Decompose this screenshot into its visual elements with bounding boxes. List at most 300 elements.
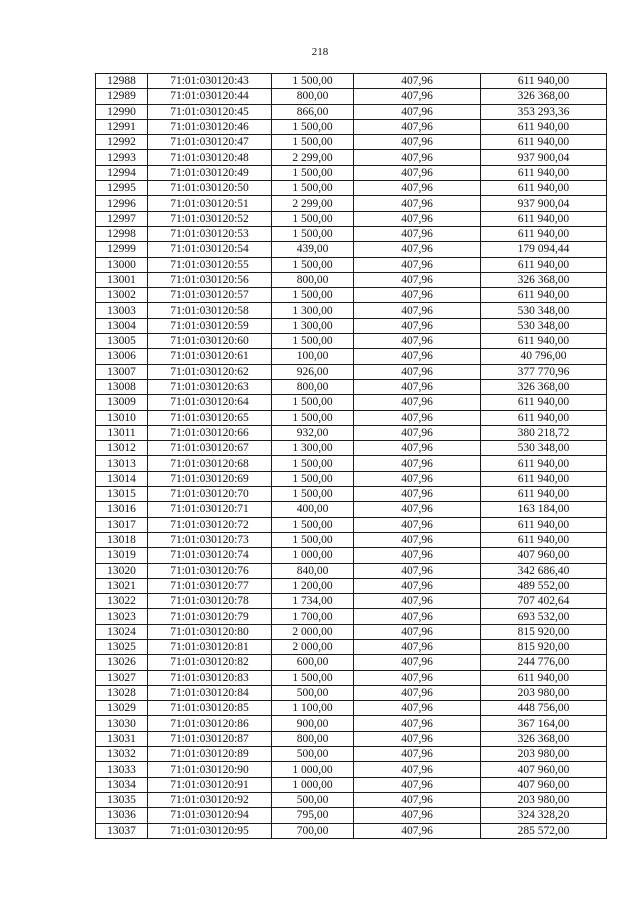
row-number-cell: 12993 [96, 150, 148, 165]
area-cell: 1 300,00 [272, 441, 354, 456]
row-number-cell: 13001 [96, 272, 148, 287]
area-cell: 1 000,00 [272, 762, 354, 777]
area-cell: 500,00 [272, 747, 354, 762]
table-row [96, 135, 607, 150]
unit-price-cell: 407,96 [354, 685, 481, 700]
total-value-cell: 367 164,00 [481, 716, 607, 731]
row-number-cell: 13017 [96, 517, 148, 532]
unit-price-cell: 407,96 [354, 196, 481, 211]
unit-price-cell: 407,96 [354, 716, 481, 731]
unit-price-cell: 407,96 [354, 364, 481, 379]
cadastral-number-cell: 71:01:030120:67 [148, 441, 272, 456]
area-cell: 866,00 [272, 104, 354, 119]
table-row [96, 425, 607, 440]
area-cell: 2 000,00 [272, 624, 354, 639]
cadastral-number-cell: 71:01:030120:60 [148, 334, 272, 349]
area-cell: 840,00 [272, 563, 354, 578]
total-value-cell: 326 368,00 [481, 731, 607, 746]
unit-price-cell: 407,96 [354, 379, 481, 394]
table-row [96, 792, 607, 807]
area-cell: 1 500,00 [272, 211, 354, 226]
cadastral-number-cell: 71:01:030120:52 [148, 211, 272, 226]
unit-price-cell: 407,96 [354, 257, 481, 272]
table-row [96, 196, 607, 211]
unit-price-cell: 407,96 [354, 211, 481, 226]
cadastral-number-cell: 71:01:030120:55 [148, 257, 272, 272]
table-row [96, 257, 607, 272]
total-value-cell: 530 348,00 [481, 303, 607, 318]
table-row [96, 272, 607, 287]
cadastral-number-cell: 71:01:030120:92 [148, 792, 272, 807]
area-cell: 800,00 [272, 272, 354, 287]
unit-price-cell: 407,96 [354, 563, 481, 578]
cadastral-number-cell: 71:01:030120:65 [148, 410, 272, 425]
row-number-cell: 13018 [96, 532, 148, 547]
row-number-cell: 13027 [96, 670, 148, 685]
unit-price-cell: 407,96 [354, 624, 481, 639]
area-cell: 1 500,00 [272, 288, 354, 303]
row-number-cell: 13013 [96, 456, 148, 471]
area-cell: 1 500,00 [272, 257, 354, 272]
area-cell: 1 200,00 [272, 578, 354, 593]
table-row [96, 334, 607, 349]
unit-price-cell: 407,96 [354, 410, 481, 425]
total-value-cell: 203 980,00 [481, 685, 607, 700]
area-cell: 1 500,00 [272, 334, 354, 349]
unit-price-cell: 407,96 [354, 639, 481, 654]
row-number-cell: 13015 [96, 487, 148, 502]
cadastral-number-cell: 71:01:030120:89 [148, 747, 272, 762]
unit-price-cell: 407,96 [354, 303, 481, 318]
unit-price-cell: 407,96 [354, 655, 481, 670]
cadastral-number-cell: 71:01:030120:76 [148, 563, 272, 578]
unit-price-cell: 407,96 [354, 334, 481, 349]
table-row [96, 716, 607, 731]
row-number-cell: 13011 [96, 425, 148, 440]
unit-price-cell: 407,96 [354, 471, 481, 486]
table-row [96, 226, 607, 241]
row-number-cell: 13033 [96, 762, 148, 777]
row-number-cell: 13006 [96, 349, 148, 364]
table-row [96, 471, 607, 486]
cadastral-number-cell: 71:01:030120:79 [148, 609, 272, 624]
table-row [96, 670, 607, 685]
row-number-cell: 12992 [96, 135, 148, 150]
unit-price-cell: 407,96 [354, 548, 481, 563]
total-value-cell: 326 368,00 [481, 89, 607, 104]
total-value-cell: 203 980,00 [481, 747, 607, 762]
cadastral-number-cell: 71:01:030120:66 [148, 425, 272, 440]
area-cell: 800,00 [272, 379, 354, 394]
unit-price-cell: 407,96 [354, 670, 481, 685]
area-cell: 1 000,00 [272, 548, 354, 563]
table-row [96, 624, 607, 639]
total-value-cell: 707 402,64 [481, 594, 607, 609]
table-body [96, 74, 607, 839]
area-cell: 2 299,00 [272, 196, 354, 211]
table-row [96, 578, 607, 593]
table-row [96, 74, 607, 89]
total-value-cell: 815 920,00 [481, 624, 607, 639]
total-value-cell: 611 940,00 [481, 226, 607, 241]
total-value-cell: 530 348,00 [481, 441, 607, 456]
area-cell: 2 299,00 [272, 150, 354, 165]
table-row [96, 609, 607, 624]
total-value-cell: 342 686,40 [481, 563, 607, 578]
total-value-cell: 611 940,00 [481, 211, 607, 226]
table-row [96, 823, 607, 838]
total-value-cell: 611 940,00 [481, 135, 607, 150]
table-row [96, 502, 607, 517]
area-cell: 800,00 [272, 89, 354, 104]
unit-price-cell: 407,96 [354, 808, 481, 823]
unit-price-cell: 407,96 [354, 609, 481, 624]
total-value-cell: 611 940,00 [481, 532, 607, 547]
table-row [96, 563, 607, 578]
row-number-cell: 13037 [96, 823, 148, 838]
unit-price-cell: 407,96 [354, 425, 481, 440]
row-number-cell: 13007 [96, 364, 148, 379]
unit-price-cell: 407,96 [354, 104, 481, 119]
total-value-cell: 611 940,00 [481, 410, 607, 425]
table-row [96, 548, 607, 563]
table-row [96, 655, 607, 670]
unit-price-cell: 407,96 [354, 777, 481, 792]
total-value-cell: 353 293,36 [481, 104, 607, 119]
table-row [96, 211, 607, 226]
area-cell: 700,00 [272, 823, 354, 838]
unit-price-cell: 407,96 [354, 747, 481, 762]
unit-price-cell: 407,96 [354, 318, 481, 333]
total-value-cell: 611 940,00 [481, 395, 607, 410]
table-row [96, 150, 607, 165]
table-row [96, 303, 607, 318]
total-value-cell: 407 960,00 [481, 777, 607, 792]
table-row [96, 456, 607, 471]
table-row [96, 487, 607, 502]
unit-price-cell: 407,96 [354, 731, 481, 746]
cadastral-number-cell: 71:01:030120:45 [148, 104, 272, 119]
cadastral-number-cell: 71:01:030120:54 [148, 242, 272, 257]
unit-price-cell: 407,96 [354, 762, 481, 777]
area-cell: 1 500,00 [272, 487, 354, 502]
table-row [96, 777, 607, 792]
total-value-cell: 815 920,00 [481, 639, 607, 654]
cadastral-number-cell: 71:01:030120:68 [148, 456, 272, 471]
cadastral-number-cell: 71:01:030120:69 [148, 471, 272, 486]
total-value-cell: 489 552,00 [481, 578, 607, 593]
unit-price-cell: 407,96 [354, 89, 481, 104]
unit-price-cell: 407,96 [354, 272, 481, 287]
area-cell: 1 500,00 [272, 532, 354, 547]
unit-price-cell: 407,96 [354, 395, 481, 410]
cadastral-number-cell: 71:01:030120:95 [148, 823, 272, 838]
cadastral-number-cell: 71:01:030120:58 [148, 303, 272, 318]
row-number-cell: 12995 [96, 181, 148, 196]
total-value-cell: 324 328,20 [481, 808, 607, 823]
unit-price-cell: 407,96 [354, 502, 481, 517]
cadastral-number-cell: 71:01:030120:57 [148, 288, 272, 303]
row-number-cell: 13004 [96, 318, 148, 333]
total-value-cell: 611 940,00 [481, 334, 607, 349]
total-value-cell: 244 776,00 [481, 655, 607, 670]
total-value-cell: 693 532,00 [481, 609, 607, 624]
area-cell: 1 500,00 [272, 119, 354, 134]
row-number-cell: 13022 [96, 594, 148, 609]
row-number-cell: 13002 [96, 288, 148, 303]
page-number: 218 [311, 46, 329, 58]
total-value-cell: 937 900,04 [481, 196, 607, 211]
row-number-cell: 13028 [96, 685, 148, 700]
table-row [96, 410, 607, 425]
total-value-cell: 377 770,96 [481, 364, 607, 379]
table-row [96, 639, 607, 654]
area-cell: 1 500,00 [272, 670, 354, 685]
cadastral-number-cell: 71:01:030120:62 [148, 364, 272, 379]
total-value-cell: 380 218,72 [481, 425, 607, 440]
area-cell: 1 500,00 [272, 181, 354, 196]
table-row [96, 318, 607, 333]
table-row [96, 517, 607, 532]
total-value-cell: 326 368,00 [481, 272, 607, 287]
unit-price-cell: 407,96 [354, 135, 481, 150]
land-plot-table [95, 73, 607, 839]
total-value-cell: 611 940,00 [481, 487, 607, 502]
row-number-cell: 12988 [96, 74, 148, 89]
table-row [96, 165, 607, 180]
row-number-cell: 12991 [96, 119, 148, 134]
unit-price-cell: 407,96 [354, 226, 481, 241]
table-row [96, 242, 607, 257]
total-value-cell: 611 940,00 [481, 257, 607, 272]
total-value-cell: 448 756,00 [481, 701, 607, 716]
row-number-cell: 13029 [96, 701, 148, 716]
cadastral-number-cell: 71:01:030120:56 [148, 272, 272, 287]
row-number-cell: 13014 [96, 471, 148, 486]
area-cell: 1 500,00 [272, 410, 354, 425]
row-number-cell: 13016 [96, 502, 148, 517]
total-value-cell: 179 094,44 [481, 242, 607, 257]
table-row [96, 701, 607, 716]
unit-price-cell: 407,96 [354, 150, 481, 165]
row-number-cell: 13005 [96, 334, 148, 349]
cadastral-number-cell: 71:01:030120:82 [148, 655, 272, 670]
row-number-cell: 13036 [96, 808, 148, 823]
total-value-cell: 611 940,00 [481, 456, 607, 471]
row-number-cell: 13023 [96, 609, 148, 624]
total-value-cell: 326 368,00 [481, 379, 607, 394]
total-value-cell: 611 940,00 [481, 517, 607, 532]
total-value-cell: 163 184,00 [481, 502, 607, 517]
cadastral-number-cell: 71:01:030120:94 [148, 808, 272, 823]
table-row [96, 395, 607, 410]
table-row [96, 364, 607, 379]
cadastral-number-cell: 71:01:030120:48 [148, 150, 272, 165]
cadastral-number-cell: 71:01:030120:44 [148, 89, 272, 104]
area-cell: 439,00 [272, 242, 354, 257]
table-row [96, 762, 607, 777]
total-value-cell: 611 940,00 [481, 288, 607, 303]
row-number-cell: 13000 [96, 257, 148, 272]
row-number-cell: 13021 [96, 578, 148, 593]
cadastral-number-cell: 71:01:030120:74 [148, 548, 272, 563]
area-cell: 1 300,00 [272, 303, 354, 318]
row-number-cell: 13035 [96, 792, 148, 807]
area-cell: 1 500,00 [272, 226, 354, 241]
row-number-cell: 13009 [96, 395, 148, 410]
cadastral-number-cell: 71:01:030120:49 [148, 165, 272, 180]
cadastral-number-cell: 71:01:030120:61 [148, 349, 272, 364]
row-number-cell: 13026 [96, 655, 148, 670]
total-value-cell: 203 980,00 [481, 792, 607, 807]
area-cell: 2 000,00 [272, 639, 354, 654]
table-row [96, 808, 607, 823]
cadastral-number-cell: 71:01:030120:83 [148, 670, 272, 685]
row-number-cell: 13003 [96, 303, 148, 318]
cadastral-number-cell: 71:01:030120:47 [148, 135, 272, 150]
row-number-cell: 13034 [96, 777, 148, 792]
unit-price-cell: 407,96 [354, 441, 481, 456]
cadastral-number-cell: 71:01:030120:64 [148, 395, 272, 410]
unit-price-cell: 407,96 [354, 823, 481, 838]
area-cell: 400,00 [272, 502, 354, 517]
area-cell: 100,00 [272, 349, 354, 364]
unit-price-cell: 407,96 [354, 349, 481, 364]
total-value-cell: 611 940,00 [481, 119, 607, 134]
table-row [96, 594, 607, 609]
cadastral-number-cell: 71:01:030120:53 [148, 226, 272, 241]
area-cell: 1 700,00 [272, 609, 354, 624]
cadastral-number-cell: 71:01:030120:50 [148, 181, 272, 196]
cadastral-number-cell: 71:01:030120:86 [148, 716, 272, 731]
cadastral-number-cell: 71:01:030120:71 [148, 502, 272, 517]
unit-price-cell: 407,96 [354, 242, 481, 257]
table-row [96, 181, 607, 196]
unit-price-cell: 407,96 [354, 456, 481, 471]
unit-price-cell: 407,96 [354, 532, 481, 547]
row-number-cell: 13012 [96, 441, 148, 456]
row-number-cell: 12990 [96, 104, 148, 119]
cadastral-number-cell: 71:01:030120:91 [148, 777, 272, 792]
row-number-cell: 13008 [96, 379, 148, 394]
area-cell: 1 500,00 [272, 135, 354, 150]
cadastral-number-cell: 71:01:030120:85 [148, 701, 272, 716]
table-row [96, 731, 607, 746]
unit-price-cell: 407,96 [354, 288, 481, 303]
row-number-cell: 13019 [96, 548, 148, 563]
total-value-cell: 407 960,00 [481, 762, 607, 777]
area-cell: 795,00 [272, 808, 354, 823]
cadastral-number-cell: 71:01:030120:63 [148, 379, 272, 394]
area-cell: 1 500,00 [272, 165, 354, 180]
row-number-cell: 12994 [96, 165, 148, 180]
cadastral-number-cell: 71:01:030120:78 [148, 594, 272, 609]
unit-price-cell: 407,96 [354, 701, 481, 716]
table-row [96, 288, 607, 303]
total-value-cell: 611 940,00 [481, 670, 607, 685]
row-number-cell: 13031 [96, 731, 148, 746]
cadastral-number-cell: 71:01:030120:73 [148, 532, 272, 547]
total-value-cell: 937 900,04 [481, 150, 607, 165]
row-number-cell: 12999 [96, 242, 148, 257]
unit-price-cell: 407,96 [354, 517, 481, 532]
area-cell: 1 300,00 [272, 318, 354, 333]
cadastral-number-cell: 71:01:030120:77 [148, 578, 272, 593]
total-value-cell: 530 348,00 [481, 318, 607, 333]
cadastral-number-cell: 71:01:030120:51 [148, 196, 272, 211]
table-row [96, 379, 607, 394]
unit-price-cell: 407,96 [354, 594, 481, 609]
total-value-cell: 611 940,00 [481, 181, 607, 196]
area-cell: 926,00 [272, 364, 354, 379]
row-number-cell: 13030 [96, 716, 148, 731]
total-value-cell: 611 940,00 [481, 471, 607, 486]
unit-price-cell: 407,96 [354, 487, 481, 502]
table-row [96, 441, 607, 456]
row-number-cell: 12996 [96, 196, 148, 211]
area-cell: 1 500,00 [272, 471, 354, 486]
unit-price-cell: 407,96 [354, 165, 481, 180]
area-cell: 500,00 [272, 792, 354, 807]
table-row [96, 89, 607, 104]
cadastral-number-cell: 71:01:030120:80 [148, 624, 272, 639]
cadastral-number-cell: 71:01:030120:87 [148, 731, 272, 746]
area-cell: 1 500,00 [272, 456, 354, 471]
table-row [96, 104, 607, 119]
area-cell: 500,00 [272, 685, 354, 700]
cadastral-number-cell: 71:01:030120:43 [148, 74, 272, 89]
area-cell: 600,00 [272, 655, 354, 670]
area-cell: 800,00 [272, 731, 354, 746]
unit-price-cell: 407,96 [354, 792, 481, 807]
unit-price-cell: 407,96 [354, 181, 481, 196]
area-cell: 1 500,00 [272, 517, 354, 532]
unit-price-cell: 407,96 [354, 578, 481, 593]
total-value-cell: 285 572,00 [481, 823, 607, 838]
row-number-cell: 12997 [96, 211, 148, 226]
area-cell: 1 500,00 [272, 74, 354, 89]
cadastral-number-cell: 71:01:030120:46 [148, 119, 272, 134]
area-cell: 1 000,00 [272, 777, 354, 792]
area-cell: 932,00 [272, 425, 354, 440]
row-number-cell: 13020 [96, 563, 148, 578]
total-value-cell: 611 940,00 [481, 74, 607, 89]
row-number-cell: 13024 [96, 624, 148, 639]
cadastral-number-cell: 71:01:030120:90 [148, 762, 272, 777]
total-value-cell: 407 960,00 [481, 548, 607, 563]
table-row [96, 532, 607, 547]
area-cell: 900,00 [272, 716, 354, 731]
table-row [96, 349, 607, 364]
cadastral-number-cell: 71:01:030120:70 [148, 487, 272, 502]
total-value-cell: 40 796,00 [481, 349, 607, 364]
area-cell: 1 100,00 [272, 701, 354, 716]
row-number-cell: 12998 [96, 226, 148, 241]
unit-price-cell: 407,96 [354, 74, 481, 89]
cadastral-number-cell: 71:01:030120:72 [148, 517, 272, 532]
cadastral-number-cell: 71:01:030120:81 [148, 639, 272, 654]
table-row [96, 747, 607, 762]
row-number-cell: 12989 [96, 89, 148, 104]
row-number-cell: 13010 [96, 410, 148, 425]
area-cell: 1 500,00 [272, 395, 354, 410]
table-row [96, 119, 607, 134]
total-value-cell: 611 940,00 [481, 165, 607, 180]
cadastral-number-cell: 71:01:030120:84 [148, 685, 272, 700]
unit-price-cell: 407,96 [354, 119, 481, 134]
area-cell: 1 734,00 [272, 594, 354, 609]
table-row [96, 685, 607, 700]
